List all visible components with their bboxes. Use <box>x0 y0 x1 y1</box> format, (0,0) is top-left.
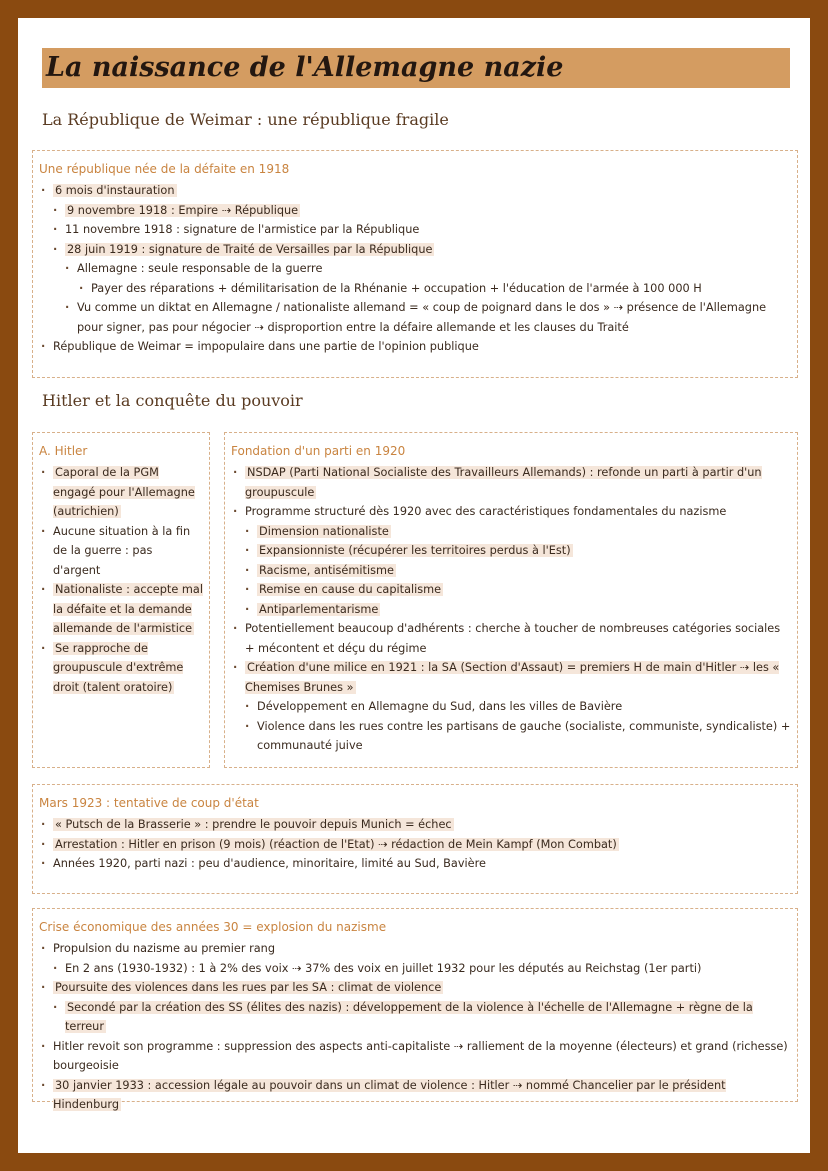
list-item: · 30 janvier 1933 : accession légale au pouvoir dans un climat de violence : Hitler ⇢ nommé Chancelier par le président Hindenburg <box>39 1076 791 1115</box>
list-item: · 28 juin 1919 : signature de Traité de Versailles par la République <box>51 240 791 260</box>
bullet-list <box>231 463 791 756</box>
list-item: · Création d'une milice en 1921 : la SA (Section d'Assaut) = premiers H de main d'Hitler ⇢ les « Chemises Brunes » <box>231 658 791 697</box>
list-item: · Expansionniste (récupérer les territoires perdus à l'Est) <box>243 541 791 561</box>
list-item: · Racisme, antisémitisme <box>243 561 791 581</box>
list-item: · 11 novembre 1918 : signature de l'armistice par la République <box>51 220 791 240</box>
list-item: · Propulsion du nazisme au premier rang <box>39 939 791 959</box>
list-item: · Nationaliste : accepte mal la défaite et la demande allemande de l'armistice <box>39 580 203 639</box>
box-republique <box>32 150 798 378</box>
list-item: · Aucune situation à la fin de la guerre : pas d'argent <box>39 522 203 581</box>
list-item: · République de Weimar = impopulaire dans une partie de l'opinion publique <box>39 337 791 357</box>
list-item: · NSDAP (Parti National Socialiste des Travailleurs Allemands) : refonde un parti à partir d'un groupuscule <box>231 463 791 502</box>
list-item: · Allemagne : seule responsable de la guerre <box>63 259 791 279</box>
list-item: · Poursuite des violences dans les rues par les SA : climat de violence <box>39 978 791 998</box>
bullet-list <box>39 181 791 357</box>
list-item: · Dimension nationaliste <box>243 522 791 542</box>
box-a-hitler <box>32 432 210 768</box>
box-heading: Crise économique des années 30 = explosion du nazisme <box>39 920 387 934</box>
list-item: · Se rapproche de groupuscule d'extrême droit (talent oratoire) <box>39 639 203 698</box>
section-title-weimar: La République de Weimar : une république fragile <box>42 110 449 129</box>
title-banner <box>42 48 790 88</box>
list-item: · 9 novembre 1918 : Empire ⇢ République <box>51 201 791 221</box>
list-item: · Développement en Allemagne du Sud, dans les villes de Bavière <box>243 697 791 717</box>
box-heading: Fondation d'un parti en 1920 <box>231 444 406 458</box>
box-crise-economique <box>32 908 798 1111</box>
list-item: · Arrestation : Hitler en prison (9 mois) (réaction de l'Etat) ⇢ rédaction de Mein Kampf (Mon Combat) <box>39 835 791 855</box>
list-item: · Hitler revoit son programme : suppression des aspects anti-capitaliste ⇢ ralliement de la moyenne (électeurs) et grand (richesse) bourgeoisie <box>39 1037 791 1076</box>
list-item: · Payer des réparations + démilitarisation de la Rhénanie + occupation + l'éducation de l'armée à 100 000 H <box>77 279 791 299</box>
list-item: · Antiparlementarisme <box>243 600 791 620</box>
list-item: · Remise en cause du capitalisme <box>243 580 791 600</box>
box-fondation-parti <box>224 432 798 768</box>
bullet-list <box>39 463 203 697</box>
list-item: · Secondé par la création des SS (élites des nazis) : développement de la violence à l'échelle de l'Allemagne + règne de la terreur <box>51 998 791 1037</box>
list-item: · Potentiellement beaucoup d'adhérents : cherche à toucher de nombreuses catégories sociales + mécontent et déçu du régime <box>231 619 791 658</box>
list-item: · Programme structuré dès 1920 avec des caractéristiques fondamentales du nazisme <box>231 502 791 522</box>
list-item: · Violence dans les rues contre les partisans de gauche (socialiste, communiste, syndicaliste) + communauté juive <box>243 717 791 756</box>
list-item: · En 2 ans (1930-1932) : 1 à 2% des voix ⇢ 37% des voix en juillet 1932 pour les députés au Reichstag (1er parti) <box>51 959 791 979</box>
box-heading: Mars 1923 : tentative de coup d'état <box>39 796 259 810</box>
list-item: · 6 mois d'instauration <box>39 181 791 201</box>
box-heading: A. Hitler <box>39 444 88 458</box>
bullet-list <box>39 815 791 874</box>
list-item: · Vu comme un diktat en Allemagne / nationaliste allemand = « coup de poignard dans le dos » ⇢ présence de l'Allemagne pour signer, pas pour négocier ⇢ disproportion entre la défaire allemande et les clauses du Traité <box>63 298 791 337</box>
page-title: La naissance de l'Allemagne nazie <box>46 52 564 83</box>
section-title-hitler: Hitler et la conquête du pouvoir <box>42 391 303 410</box>
bullet-list <box>39 939 791 1115</box>
list-item: · Caporal de la PGM engagé pour l'Allemagne (autrichien) <box>39 463 203 522</box>
box-heading: Une république née de la défaite en 1918 <box>39 162 290 176</box>
list-item: · Années 1920, parti nazi : peu d'audience, minoritaire, limité au Sud, Bavière <box>39 854 791 874</box>
list-item: · « Putsch de la Brasserie » : prendre le pouvoir depuis Munich = échec <box>39 815 791 835</box>
page <box>18 18 810 1153</box>
box-coup-etat <box>32 784 798 894</box>
